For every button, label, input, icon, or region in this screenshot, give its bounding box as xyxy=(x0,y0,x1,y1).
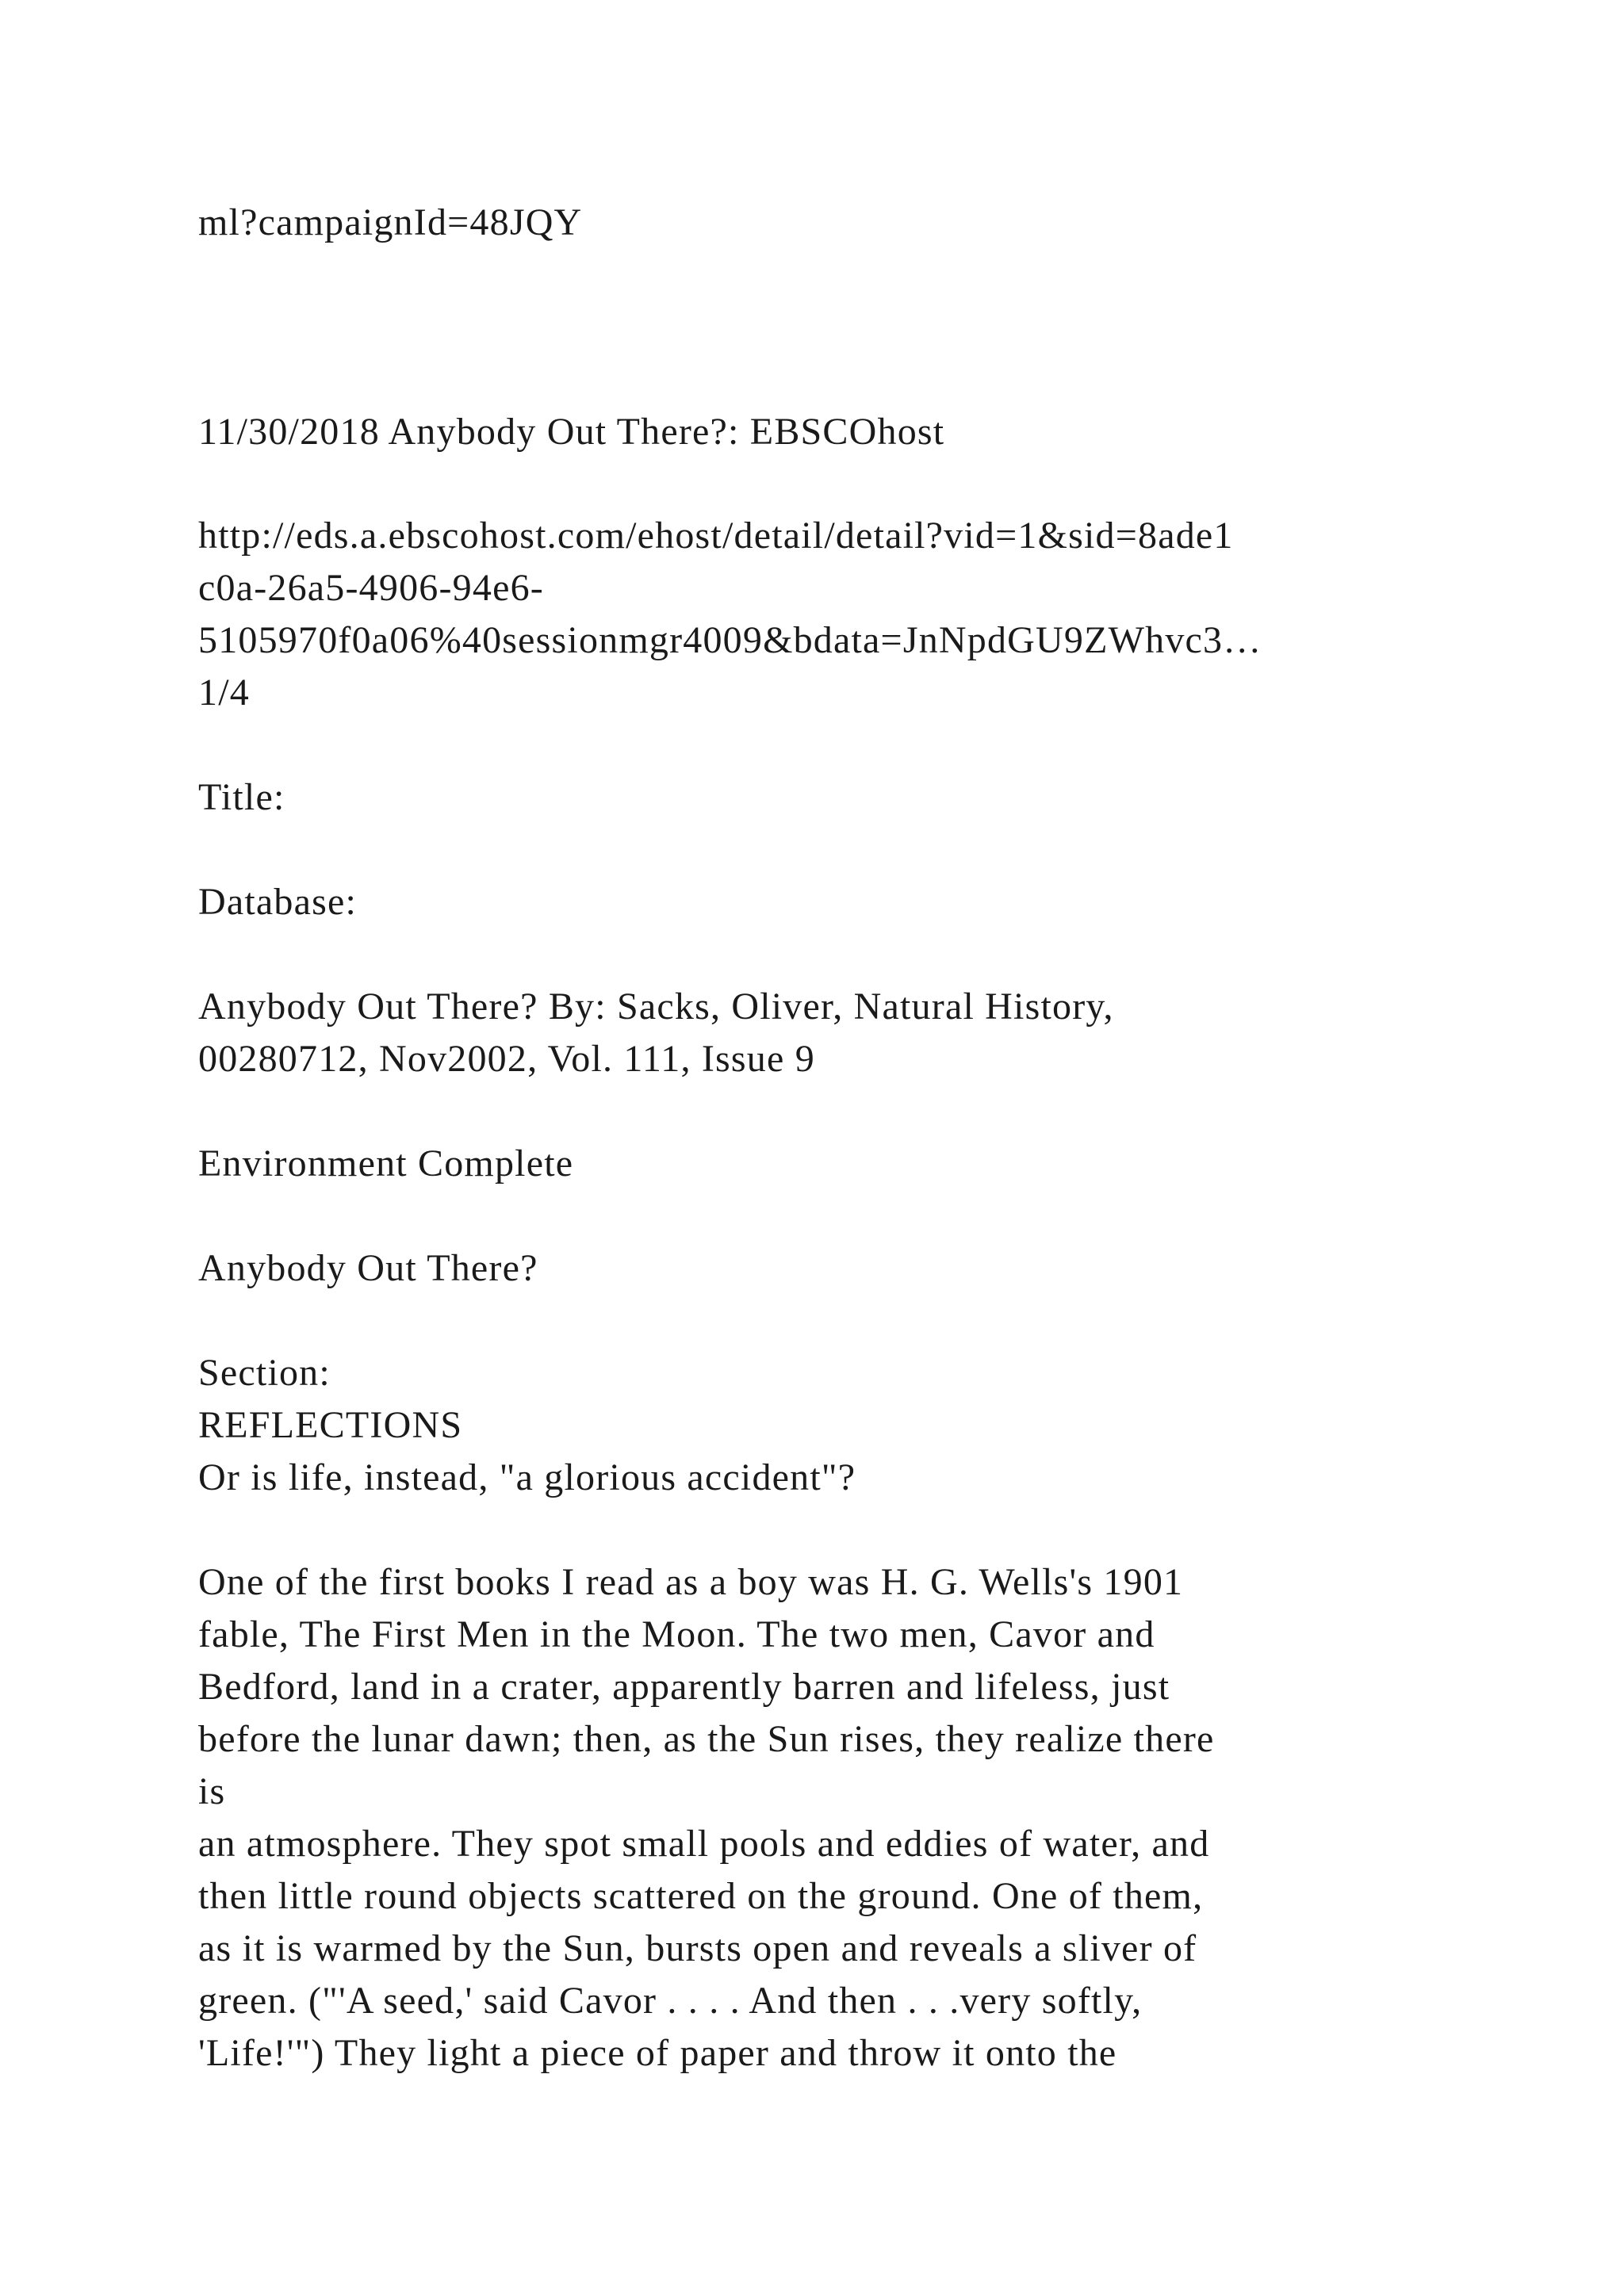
section-value: REFLECTIONS xyxy=(198,1404,463,1446)
database-label: Database: xyxy=(198,881,358,923)
body-line: Bedford, land in a crater, apparently barren and lifeless, just xyxy=(198,1666,1170,1708)
url-tail-text: ml?campaignId=48JQY xyxy=(198,201,583,243)
body-line: then little round objects scattered on the ground. One of them, xyxy=(198,1875,1204,1917)
body-line: One of the first books I read as a boy was H. G. Wells's 1901 xyxy=(198,1561,1184,1603)
header-url-line-3: 5105970f0a06%40sessionmgr4009&bdata=JnNpdGU9ZWhvc3… xyxy=(198,619,1262,661)
body-line: 'Life!'") They light a piece of paper and throw it onto the xyxy=(198,2032,1117,2074)
page-number: 1/4 xyxy=(198,672,250,714)
body-line: as it is warmed by the Sun, bursts open and reveals a sliver of xyxy=(198,1927,1197,1969)
body-line: fable, The First Men in the Moon. The two men, Cavor and xyxy=(198,1613,1155,1655)
body-line: green. ("'A seed,' said Cavor . . . . And then . . .very softly, xyxy=(198,1980,1143,2022)
article-subtitle: Or is life, instead, "a glorious accident"? xyxy=(198,1456,856,1498)
citation-line-2: 00280712, Nov2002, Vol. 111, Issue 9 xyxy=(198,1038,815,1080)
header-url-line-2: c0a-26a5-4906-94e6- xyxy=(198,567,544,609)
body-line: an atmosphere. They spot small pools and eddies of water, and xyxy=(198,1823,1210,1865)
document-page xyxy=(198,0,1546,2296)
header-url-line-1: http://eds.a.ebscohost.com/ehost/detail/detail?vid=1&sid=8ade1 xyxy=(198,515,1234,557)
title-label: Title: xyxy=(198,776,285,818)
header-date-title: 11/30/2018 Anybody Out There?: EBSCOhost xyxy=(198,411,945,453)
body-line: is xyxy=(198,1770,226,1812)
citation-line-1: Anybody Out There? By: Sacks, Oliver, Natural History, xyxy=(198,985,1114,1027)
body-line: before the lunar dawn; then, as the Sun rises, they realize there xyxy=(198,1718,1215,1760)
article-title: Anybody Out There? xyxy=(198,1247,538,1289)
database-value: Environment Complete xyxy=(198,1142,574,1184)
section-label: Section: xyxy=(198,1352,331,1394)
